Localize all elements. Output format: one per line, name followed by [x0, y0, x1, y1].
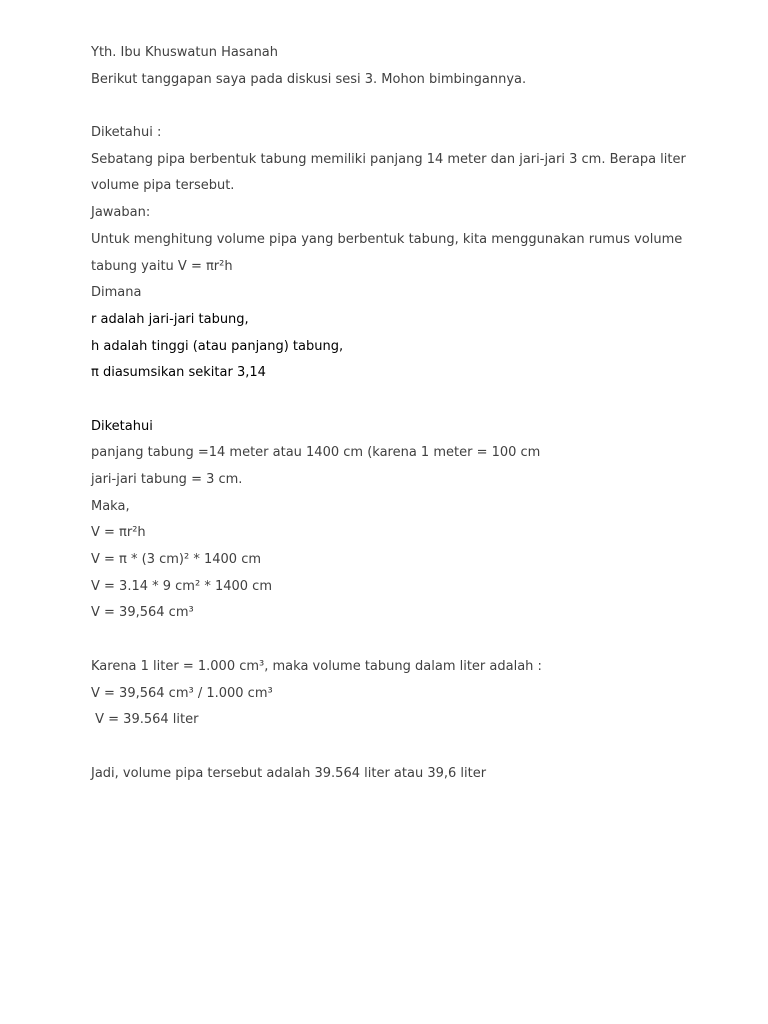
conversion-step-1: V = 39,564 cm³ / 1.000 cm³ — [91, 685, 273, 701]
therefore-label: Maka, — [91, 498, 130, 514]
formula-text: tabung yaitu V = πr²h — [91, 258, 233, 274]
problem-text: Sebatang pipa berbentuk tabung memiliki panjang 14 meter dan jari-jari 3 cm. Berapa liter — [91, 151, 686, 167]
where-label: Dimana — [91, 285, 142, 301]
calc-step-2: V = π * (3 cm)² * 1400 cm — [91, 552, 262, 568]
method-text: Untuk menghitung volume pipa yang berbentuk tabung, kita menggunakan rumus volume — [91, 231, 683, 247]
problem-text-cont: volume pipa tersebut. — [91, 178, 235, 194]
definition-r: r adalah jari-jari tabung, — [91, 311, 249, 327]
answer-heading: Jawaban: — [91, 205, 151, 221]
blank-line — [91, 734, 691, 761]
blank-line — [91, 627, 691, 654]
given-length: panjang tabung =14 meter atau 1400 cm (karena 1 meter = 100 cm — [91, 445, 541, 461]
given-heading-2: Diketahui — [91, 418, 153, 434]
blank-line — [91, 387, 691, 414]
conversion-text: Karena 1 liter = 1.000 cm³, maka volume tabung dalam liter adalah : — [91, 658, 542, 674]
calc-step-1: V = πr²h — [91, 525, 146, 541]
given-heading: Diketahui : — [91, 125, 162, 141]
calc-step-3: V = 3.14 * 9 cm² * 1400 cm — [91, 578, 272, 594]
document-page — [91, 40, 691, 787]
definition-h: h adalah tinggi (atau panjang) tabung, — [91, 338, 344, 354]
salutation: Yth. Ibu Khuswatun Hasanah — [91, 45, 279, 60]
calc-step-4: V = 39,564 cm³ — [91, 605, 194, 621]
conclusion-text: Jadi, volume pipa tersebut adalah 39.564 liter atau 39,6 liter — [91, 765, 487, 781]
intro-text: Berikut tanggapan saya pada diskusi sesi 3. Mohon bimbingannya. — [91, 71, 527, 87]
definition-pi: π diasumsikan sekitar 3,14 — [91, 365, 266, 381]
conversion-step-2: V = 39.564 liter — [91, 712, 199, 728]
blank-line — [91, 93, 691, 120]
given-radius: jari-jari tabung = 3 cm. — [91, 472, 243, 487]
